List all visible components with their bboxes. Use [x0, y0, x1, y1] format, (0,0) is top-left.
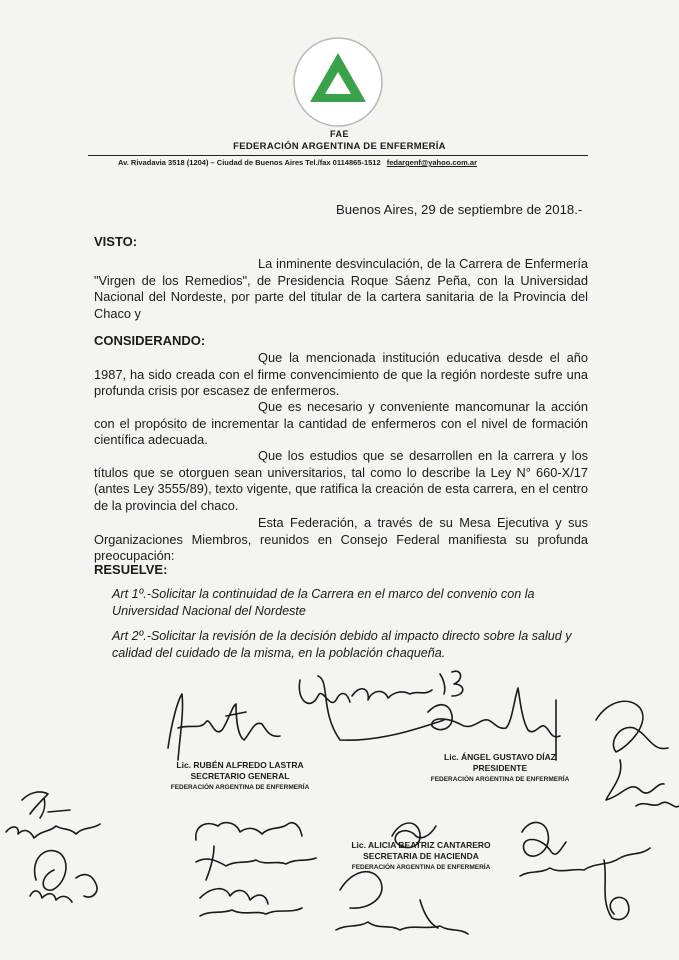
signature-moreno [596, 701, 679, 807]
signatory-role: SECRETARIA DE HACIENDA [363, 851, 479, 861]
signatory-name: Lic. ALICIA BEATRIZ CANTARERO [351, 840, 491, 850]
considerando-paragraph-1: Que la mencionada institución educativa desde el año 1987, ha sido creada con el firme convencimiento de que la región nordeste sufre una profunda crisis por escasez de enfermeros. [94, 350, 588, 399]
document-date: Buenos Aires, 29 de septiembre de 2018.- [336, 202, 583, 217]
signatory-org: FEDERACIÓN ARGENTINA DE ENFERMERÍA [430, 776, 570, 783]
org-address-line [118, 158, 477, 167]
signature-gomez [196, 823, 316, 880]
org-address: Av. Rivadavia 3518 (1204) – Ciudad de Buenos Aires Tel./fax 0114865-1512 [118, 158, 381, 167]
signature-martinez [520, 822, 650, 919]
considerando-paragraph-4: Esta Federación, a través de su Mesa Ejecutiva y sus Organizaciones Miembros, reunidos en Consejo Federal manifiesta su profunda preocupación: [94, 515, 588, 564]
fae-logo-icon [292, 36, 384, 128]
visto-text: La inminente desvinculación, de la Carrera de Enfermería "Virgen de los Remedios", de Presidencia Roque Sáenz Peña, con la Universidad Nacional del Nordeste, por parte del titular de la cartera sanitaria de la Provincia del Chaco y [94, 256, 588, 321]
header-divider [88, 155, 588, 156]
org-name: FEDERACIÓN ARGENTINA DE ENFERMERÍA [233, 141, 446, 152]
signatory-stamp-lastra [160, 760, 320, 793]
signatory-name: Lic. ÁNGEL GUSTAVO DÍAZ [444, 752, 556, 762]
signatory-name: Lic. RUBÉN ALFREDO LASTRA [176, 760, 304, 770]
org-acronym: FAE [329, 129, 349, 139]
resuelve-heading: RESUELVE: [94, 562, 168, 577]
signature-ortiz [6, 792, 100, 838]
article-2: Art 2º.-Solicitar la revisión de la decisión debido al impacto directo sobre la salud y calidad del cuidado de la misma, en la población chaqueña. [112, 629, 572, 660]
org-email: fedargenf@yahoo.com.ar [386, 158, 477, 167]
signature-diaz [428, 688, 560, 760]
signatory-stamp-diaz [420, 752, 580, 785]
considerando-paragraph-2: Que es necesario y conveniente mancomunar la acción con el propósito de incrementar la cantidad de enfermeros con el nivel de formación científica adecuada. [94, 399, 588, 448]
visto-heading: VISTO: [94, 234, 138, 249]
considerando-heading: CONSIDERANDO: [94, 333, 206, 348]
signatory-org: FEDERACIÓN ARGENTINA DE ENFERMERÍA [351, 864, 491, 871]
signature-lastra [168, 694, 280, 760]
signature-mona [30, 851, 97, 902]
signature-pereyra [299, 671, 462, 740]
article-1: Art 1º.-Solicitar la continuidad de la Carrera en el marco del convenio con la Universidad Nacional del Nordeste [112, 587, 535, 618]
signatory-role: PRESIDENTE [472, 763, 528, 773]
signatory-role: SECRETARIO GENERAL [190, 771, 290, 781]
signatory-stamp-cantarero [336, 840, 506, 873]
signature-perich [336, 872, 468, 934]
considerando-paragraph-3: Que los estudios que se desarrollen en la carrera y los títulos que se otorguen sean universitarios, tal como lo describe la Ley N° 660-X/17 (antes Ley 3555/89), texto vigente, que ratifica la creación de esta carrera, en el centro de la provincia del chaco. [94, 448, 588, 513]
signature-sosa [200, 889, 302, 916]
signatory-org: FEDERACIÓN ARGENTINA DE ENFERMERÍA [170, 784, 310, 791]
